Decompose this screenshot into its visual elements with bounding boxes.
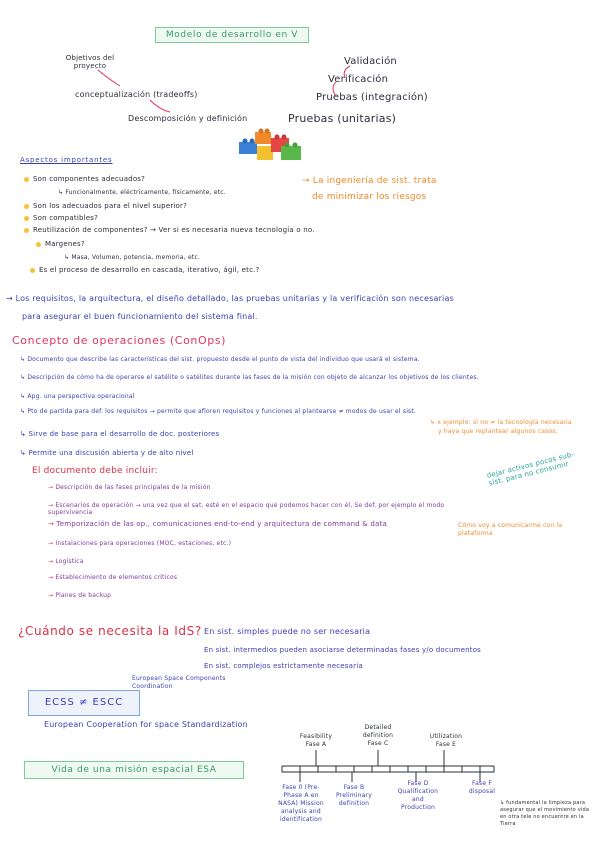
ids-row: En sist. simples puede no ser necesaria (204, 627, 371, 636)
aspectos-heading: Aspectos importantes (20, 156, 113, 164)
fase-0: Fase 0 (Pre-Phase A en NASA) Mission analysis and identification (278, 784, 324, 823)
v-validacion: Validación (344, 56, 397, 67)
v-pruebas-integracion: Pruebas (integración) (316, 92, 428, 103)
arrow-icon: → (48, 484, 56, 491)
v-descomposicion: Descomposición y definición (128, 114, 248, 123)
fase-a: Feasibility Fase A (299, 733, 333, 748)
aspectos-item: Son compatibles? (24, 214, 98, 222)
arrow-icon: → (48, 574, 56, 581)
ecss-bottom-note: European Cooperation for space Standardization (44, 720, 248, 729)
fase-e: Utilization Fase E (429, 733, 463, 748)
aspectos-side-note: de minimizar los riesgos (312, 192, 427, 202)
conops-item: → Logística (48, 558, 84, 565)
arrow-icon: → (48, 592, 56, 599)
diag-note: dejar activos pocos sub-sist. para no consumir (486, 450, 576, 488)
conops-heading: Concepto de operaciones (ConOps) (12, 334, 227, 347)
fase-f-note: ↳ fundamental la limpieza para asegurar que el movimiento vida en otra tele no encuentre en la Tierra (500, 800, 590, 827)
conops-line: ↳ Descripción de cómo ha de operarse el satélite o satélites durante las fases de la misión con objeto de alcanzar los objetivos de los clientes. (20, 374, 479, 381)
conops-debe-incluir: El documento debe incluir: (32, 466, 158, 476)
mission-box: Vida de una misión espacial ESA (24, 761, 244, 779)
conops-side-note: y haya que replantear algunos casos. (438, 428, 558, 435)
aspectos-item: Reutilización de componentes? → Ver si es necesaria nueva tecnología o no. (24, 226, 315, 234)
arrow-icon: → (48, 502, 56, 509)
conops-line: ↳ Permite una discusión abierta y de alto nivel (20, 449, 194, 457)
ecss-box: ECSS ≠ ESCC (28, 690, 140, 716)
conops-item: → Instalaciones para operaciones (MOC, estaciones, etc.) (48, 540, 232, 547)
ids-row: En sist. complejos estrictamente necesaria (204, 662, 363, 670)
ids-row: En sist. intermedios pueden asociarse determinadas fases y/o documentos (204, 646, 482, 654)
aspectos-item: Margenes? (36, 240, 85, 248)
arrow-icon: → (48, 540, 56, 547)
v-objetivos: Objetivos del proyecto (65, 54, 115, 70)
aspectos-subitem: ↳ Funcionalmente, eléctricamente, físicamente, etc. (58, 189, 226, 196)
statement-line: → Los requisitos, la arquitectura, el diseño detallado, las pruebas unitarias y la verificación son necesarias (6, 294, 454, 303)
conops-item: → Descripción de las fases principales de la misión (48, 484, 211, 491)
aspectos-subitem: ↳ Masa, Volumen, potencia, memoria, etc. (64, 254, 201, 261)
conops-line: ↳ Pto de partida para def. los requisitos → permite que afloren requisitos y funciones al plantearse ≠ modos de usar el sist. (20, 408, 417, 415)
conops-line: ↳ Apg. una perspectiva operacional (20, 393, 135, 400)
v-conceptualizacion: conceptualización (tradeoffs) (75, 90, 198, 99)
fase-f: Fase F disposal (468, 780, 496, 795)
conops-item: → Escenarios de operación → una vez que el sat. esté en el espacio qué podemos hacer con él, Se def. por ejemplo el modo supervivencia (48, 502, 445, 516)
fase-d: Fase D Qualification and Production (397, 780, 439, 811)
ecss-top-note: European Space Components Coordination (132, 675, 226, 690)
conops-item: → Planes de backup (48, 592, 112, 599)
v-verificacion: Verificación (328, 74, 389, 85)
arrow-icon: → (48, 558, 56, 565)
conops-line: ↳ Documento que describe las características del sist. propuesto desde el punto de vista del individuo que usará el sistema. (20, 356, 420, 363)
arrow-icon: → (48, 520, 57, 528)
aspectos-item: Son componentes adecuados? (24, 175, 145, 183)
conops-item: → Temporización de las op., comunicaciones end-to-end y arquitectura de command & data (48, 520, 387, 528)
cmd-note: Cómo voy a comunicarme con la plataforma (458, 522, 563, 537)
aspectos-item: Son los adecuados para el nivel superior? (24, 202, 187, 210)
aspectos-side-note: → La ingeniería de sist. trata (302, 176, 437, 186)
ids-question: ¿Cuándo se necesita la IdS? (18, 624, 202, 638)
conops-side-note: ↳ x ejemplo: si no ≠ la tecnología necesaria (430, 419, 572, 426)
conops-line: ↳ Sirve de base para el desarrollo de doc. posteriores (20, 430, 220, 438)
page-title: Modelo de desarrollo en V (155, 27, 309, 43)
fase-c: Detailed definition Fase C (362, 724, 394, 747)
statement-line: para asegurar el buen funcionamiento del sistema final. (22, 312, 258, 321)
aspectos-item: Es el proceso de desarrollo en cascada, iterativo, ágil, etc.? (30, 266, 259, 274)
fase-b: Fase B Preliminary definition (335, 784, 373, 807)
conops-item: → Establecimiento de elementos críticos (48, 574, 178, 581)
v-pruebas-unitarias: Pruebas (unitarias) (288, 112, 397, 125)
